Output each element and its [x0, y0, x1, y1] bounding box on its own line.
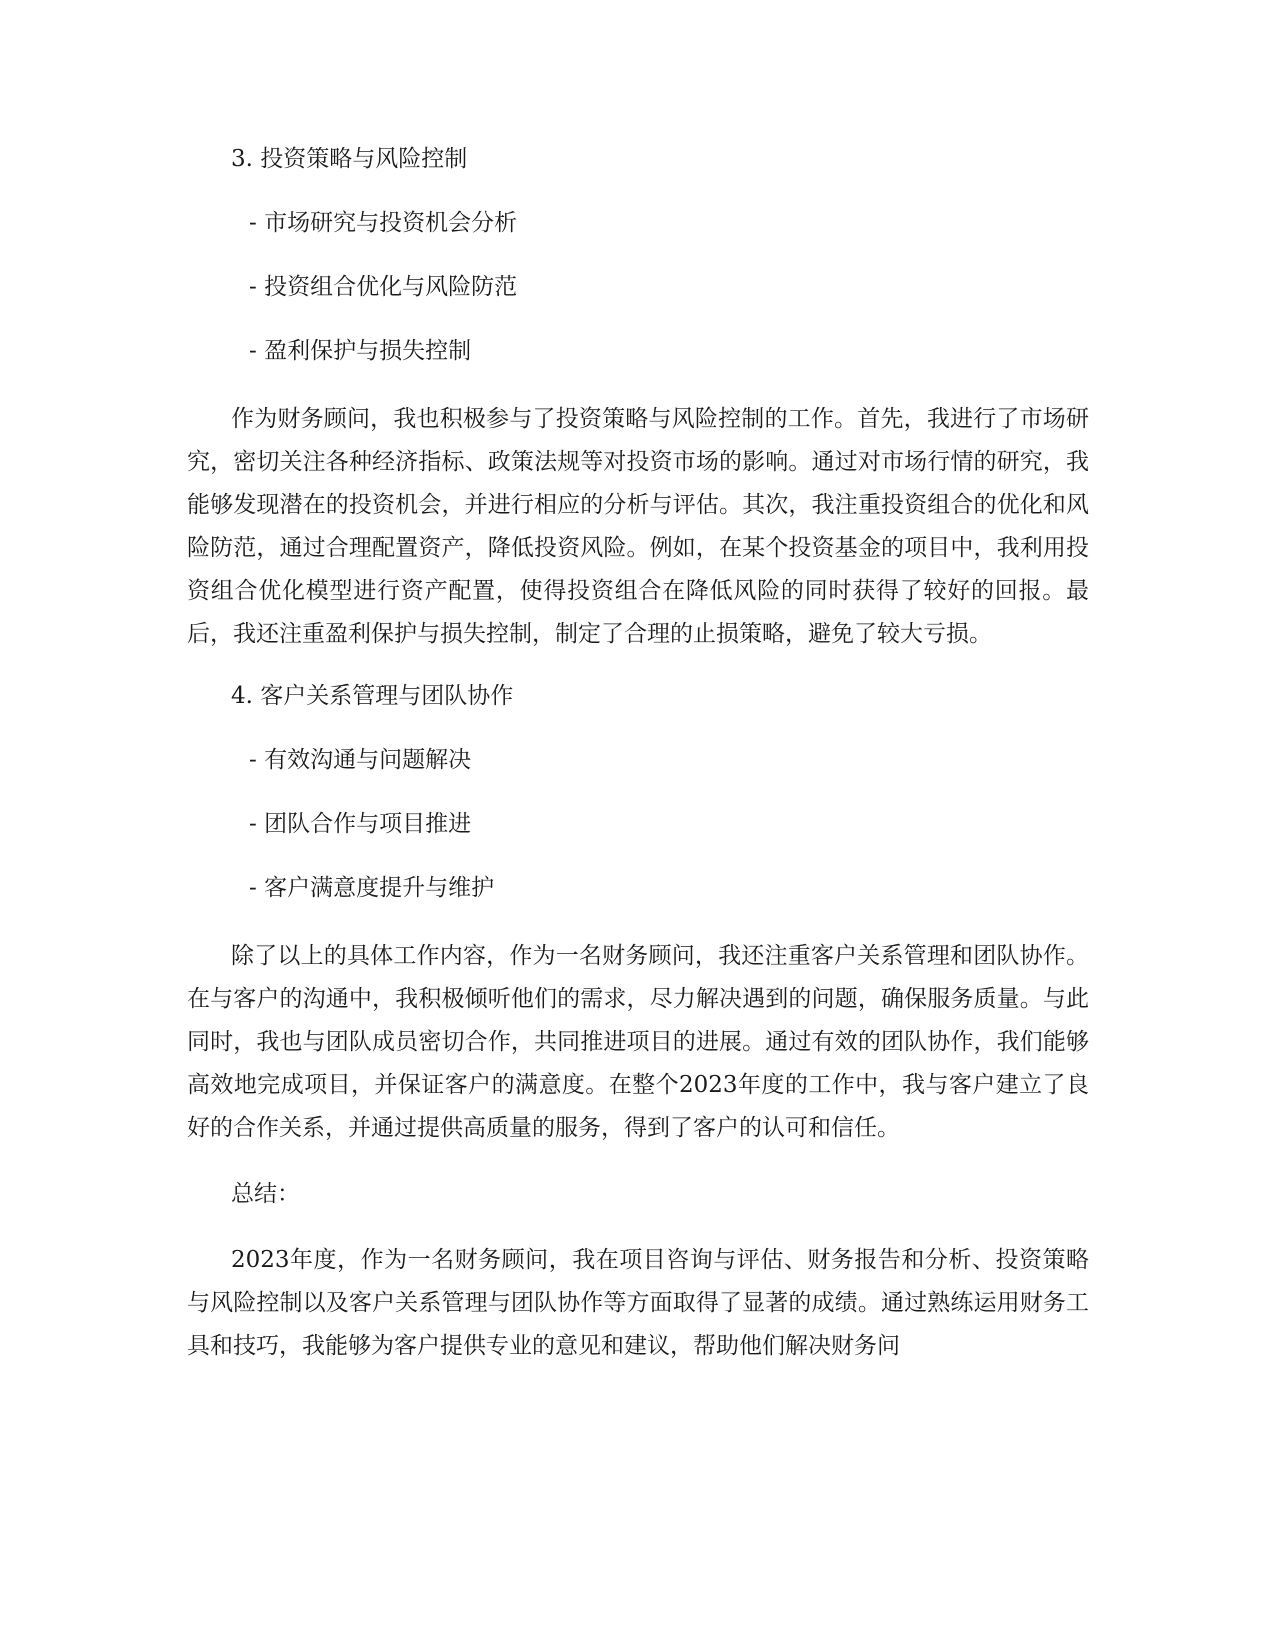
section-4-heading: 4. 客户关系管理与团队协作 [231, 683, 514, 709]
section-4-bullet-3: - 客户满意度提升与维护 [249, 875, 495, 901]
summary-paragraph: 2023年度，作为一名财务顾问，我在项目咨询与评估、财务报告和分析、投资策略与风险控制以及客户关系管理与团队协作等方面取得了显著的成绩。通过熟练运用财务工具和技巧，我能够为客户提供专业的意见和建议，帮助他们解决财务问 [187, 1247, 1089, 1359]
section-3-bullet-1: - 市场研究与投资机会分析 [249, 210, 518, 236]
section-3-paragraph: 作为财务顾问，我也积极参与了投资策略与风险控制的工作。首先，我进行了市场研究，密切关注各种经济指标、政策法规等对投资市场的影响。通过对市场行情的研究，我能够发现潜在的投资机会，并进行相应的分析与评估。其次，我注重投资组合的优化和风险防范，通过合理配置资产，降低投资风险。例如，在某个投资基金的项目中，我利用投资组合优化模型进行资产配置，使得投资组合在降低风险的同时获得了较好的回报。最后，我还注重盈利保护与损失控制，制定了合理的止损策略，避免了较大亏损。 [187, 406, 1089, 647]
section-4-bullet-2: - 团队合作与项目推进 [249, 811, 472, 837]
document-body [187, 142, 1089, 1368]
section-4-paragraph: 除了以上的具体工作内容，作为一名财务顾问，我还注重客户关系管理和团队协作。在与客户的沟通中，我积极倾听他们的需求，尽力解决遇到的问题，确保服务质量。与此同时，我也与团队成员密切合作，共同推进项目的进展。通过有效的团队协作，我们能够高效地完成项目，并保证客户的满意度。在整个2023年度的工作中，我与客户建立了良好的合作关系，并通过提供高质量的服务，得到了客户的认可和信任。 [187, 943, 1089, 1141]
section-4-bullet-1: - 有效沟通与问题解决 [249, 747, 472, 773]
summary-label: 总结： [231, 1181, 300, 1207]
section-3-heading: 3. 投资策略与风险控制 [231, 146, 468, 172]
section-3-bullet-3: - 盈利保护与损失控制 [249, 338, 472, 364]
section-3-bullet-2: - 投资组合优化与风险防范 [249, 274, 518, 300]
